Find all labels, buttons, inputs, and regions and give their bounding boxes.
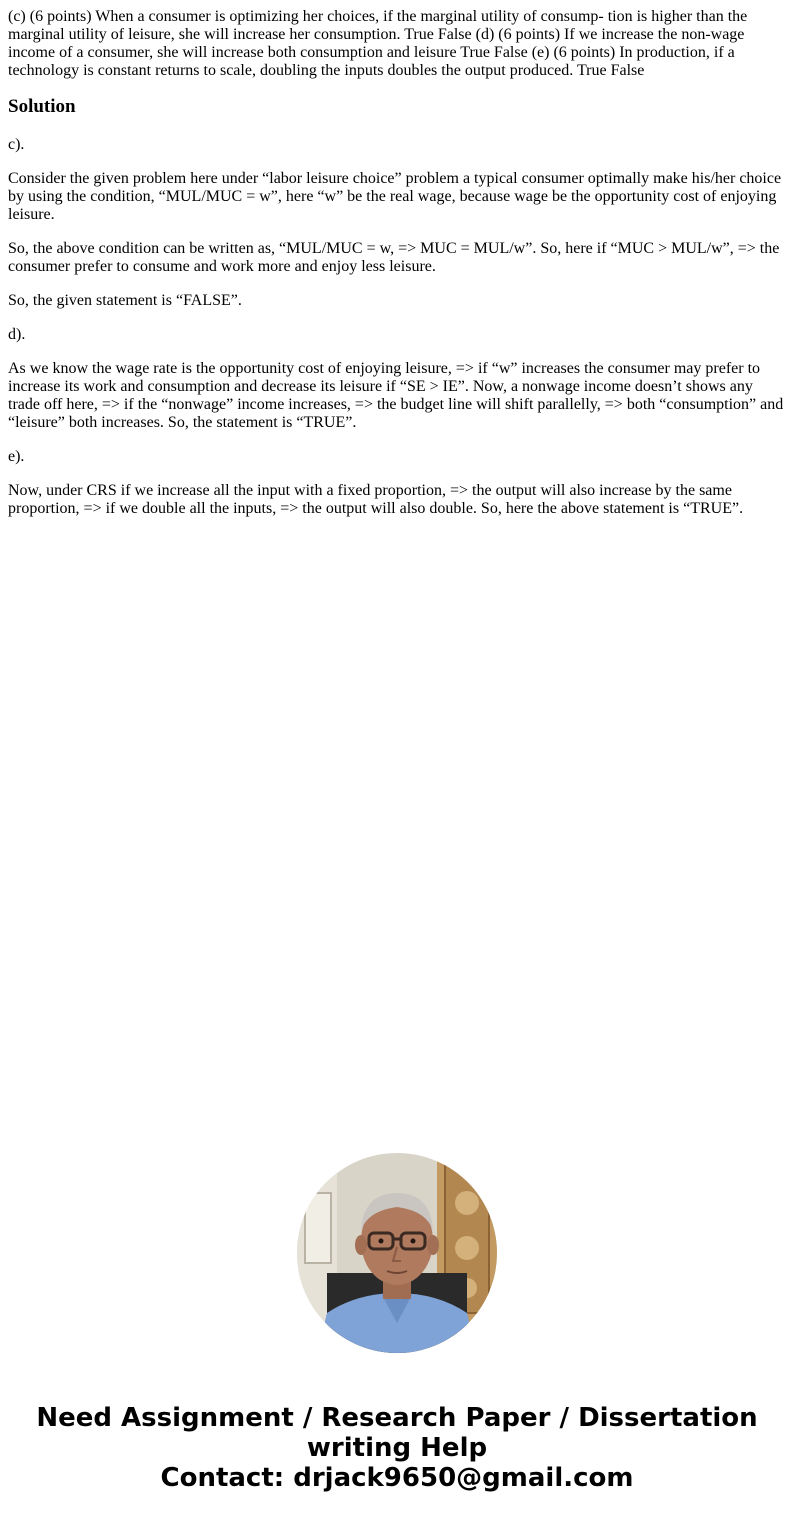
- promo-line: writing Help: [306, 1433, 488, 1463]
- document-body: [8, 8, 786, 534]
- solution-label-d: d).: [8, 326, 26, 343]
- solution-paragraph: Consider the given problem here under “labor leisure choice” problem a typical consumer optimally make his/her choice by using the condition, “MUL/MUC = w”, here “w” be the real wage, because wage be the opportunity cost of enjoying leisure.: [8, 170, 782, 223]
- solution-label-e: e).: [8, 448, 25, 465]
- solution-paragraph: So, the given statement is “FALSE”.: [8, 292, 242, 309]
- question-text: (c) (6 points) When a consumer is optimizing her choices, if the marginal utility of consump- tion is higher than the marginal utility of leisure, she will increase her consumption. True False (d) (6 points) If we increase the non-wage income of a consumer, she will increase both consumption and leisure True False (e) (6 points) In production, if a technology is constant returns to scale, doubling the inputs doubles the output produced. True False: [8, 8, 748, 79]
- author-avatar: [297, 1153, 497, 1353]
- promo-banner: [0, 1403, 794, 1493]
- solution-heading: Solution: [8, 96, 76, 117]
- solution-paragraph: Now, under CRS if we increase all the input with a fixed proportion, => the output will also increase by the same proportion, => if we double all the inputs, => the output will also double. So, here the above statement is “TRUE”.: [8, 482, 744, 517]
- solution-paragraph: So, the above condition can be written as, “MUL/MUC = w, => MUC = MUL/w”. So, here if “MUC > MUL/w”, => the consumer prefer to consume and work more and enjoy less leisure.: [8, 240, 780, 275]
- avatar-portrait-image: [297, 1153, 497, 1353]
- promo-contact: Contact: drjack9650@gmail.com: [160, 1463, 634, 1493]
- solution-paragraph: As we know the wage rate is the opportunity cost of enjoying leisure, => if “w” increases the consumer may prefer to increase its work and consumption and decrease its leisure if “SE > IE”. Now, a nonwage income doesn’t shows any trade off here, => if the “nonwage” income increases, => the budget line will shift parallelly, => both “consumption” and “leisure” both increases. So, the statement is “TRUE”.: [8, 360, 784, 431]
- promo-line: Need Assignment / Research Paper / Dissertation: [36, 1403, 758, 1433]
- solution-label-c: c).: [8, 136, 25, 153]
